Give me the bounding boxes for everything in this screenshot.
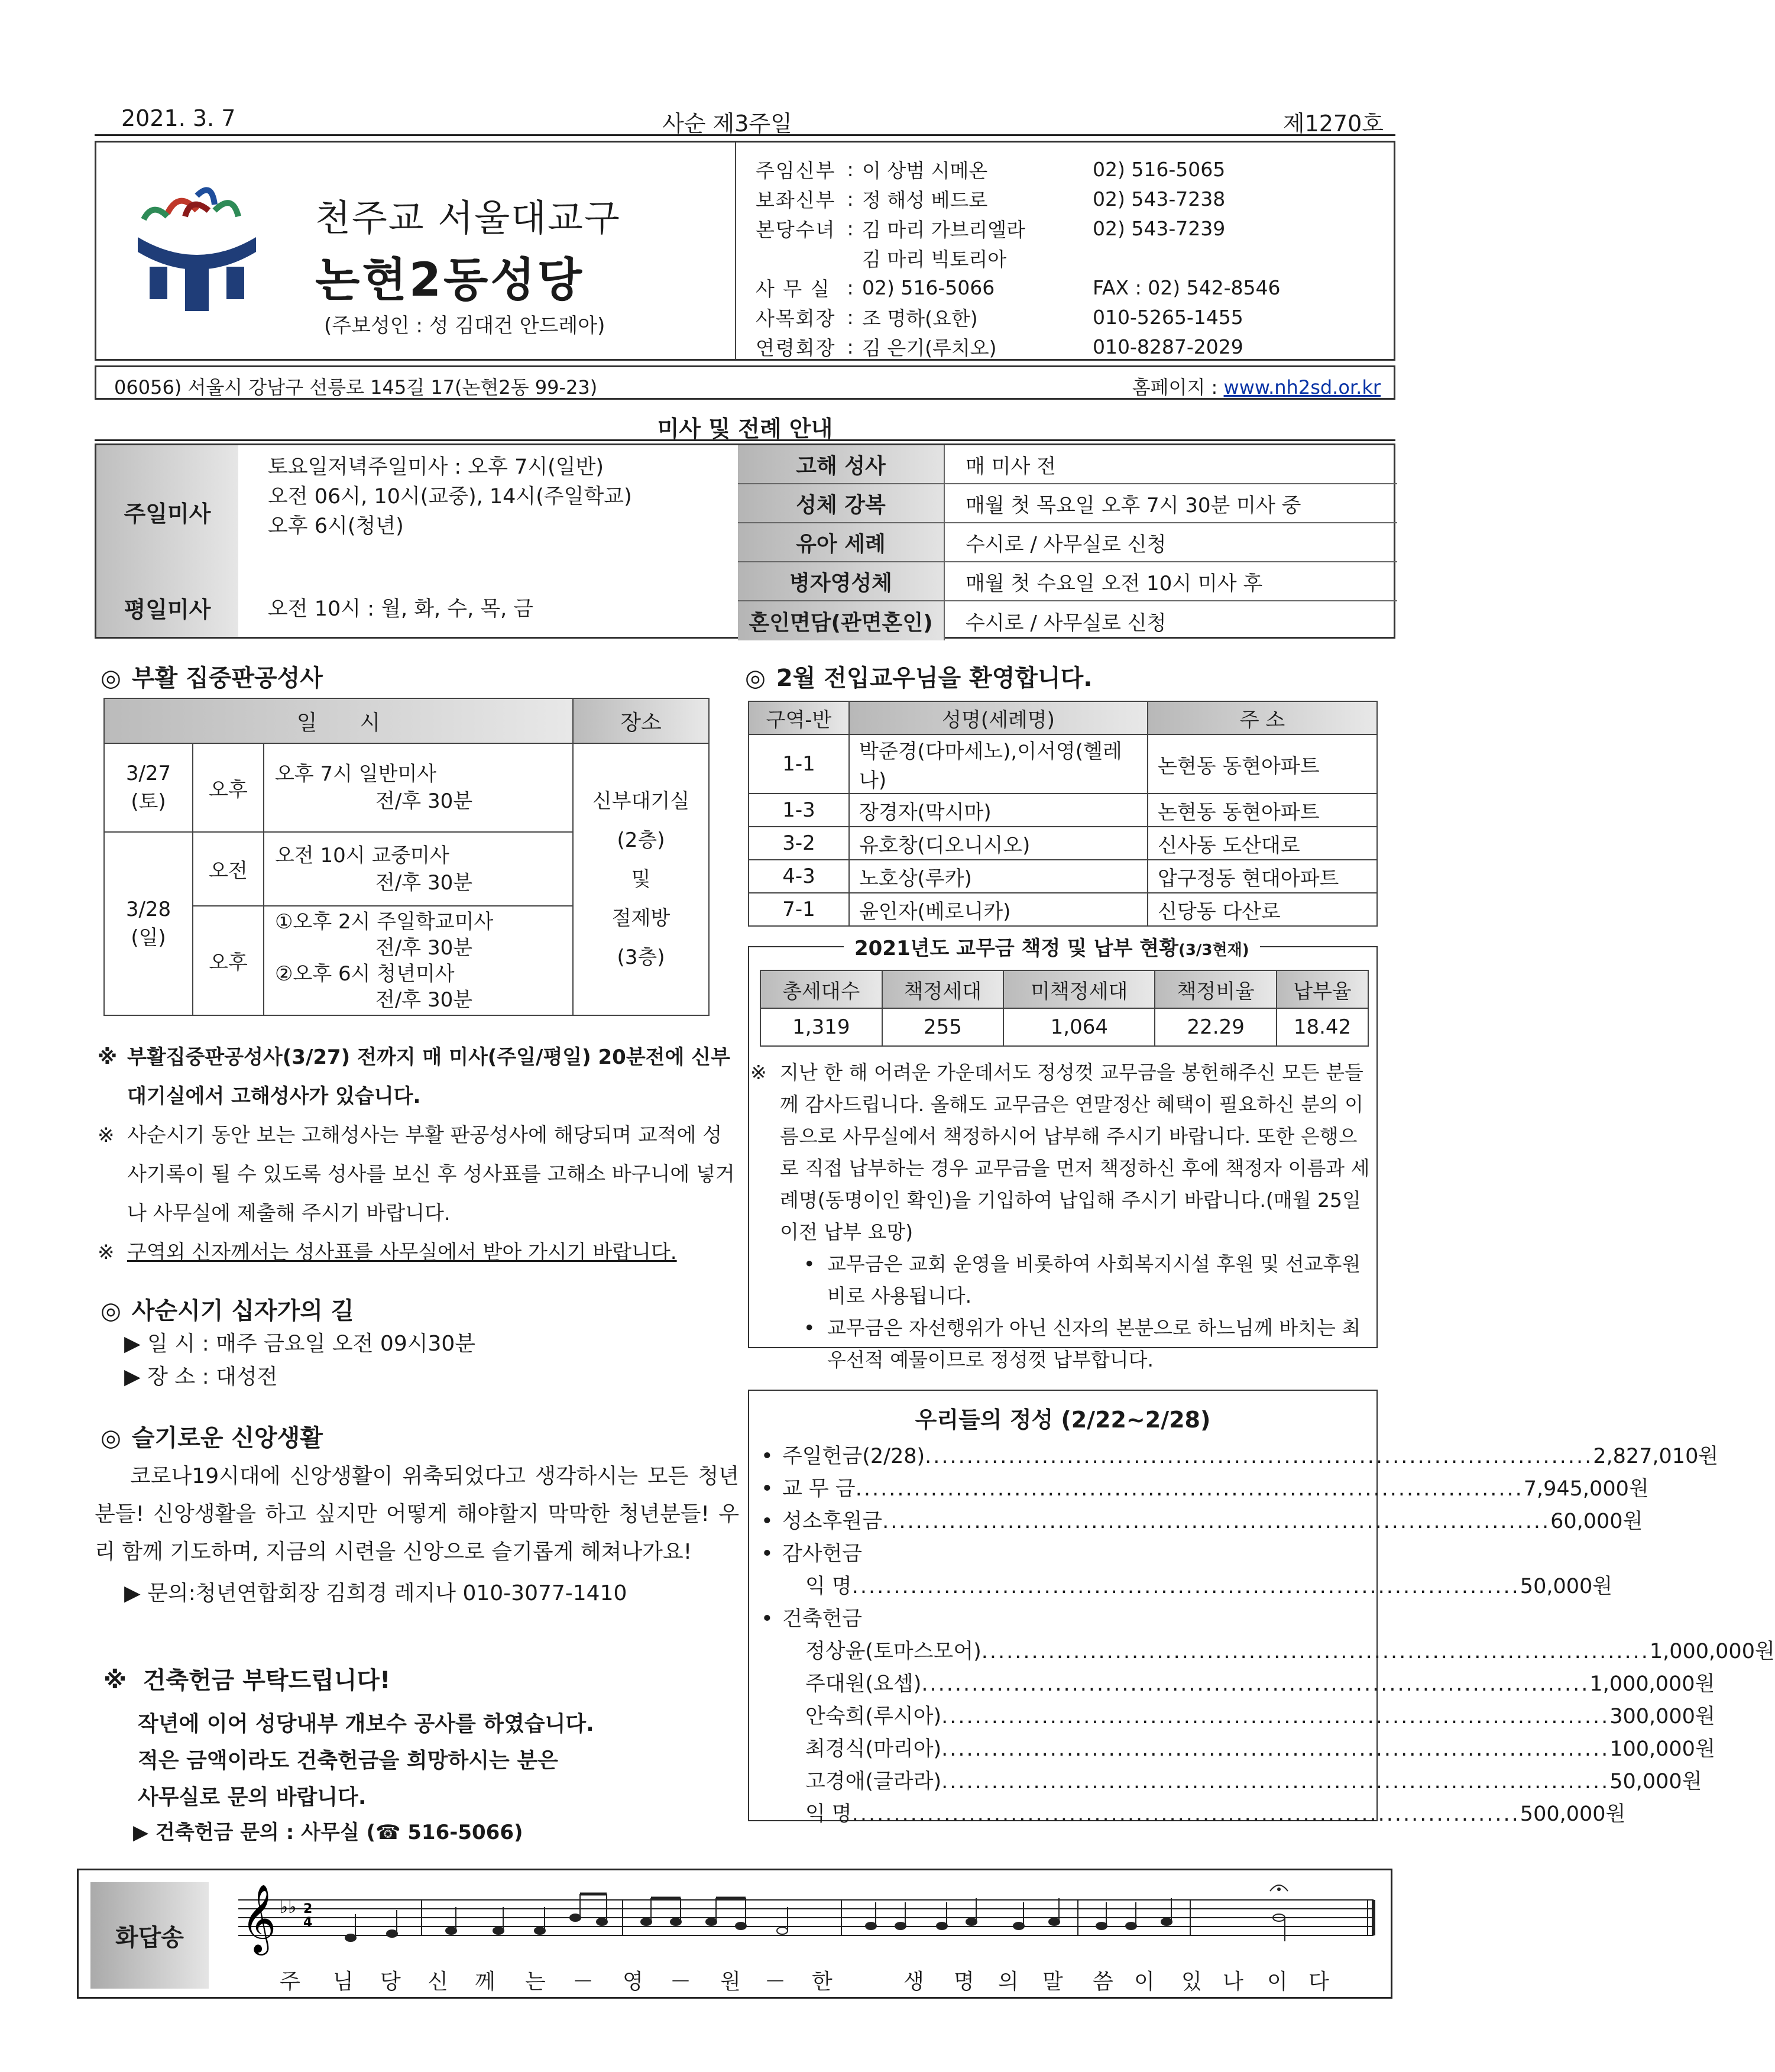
parish-name: 논현2동성당 bbox=[315, 254, 585, 307]
leader-dots: ................................................................................ bbox=[851, 1802, 1520, 1826]
period-cell: 오전 bbox=[193, 832, 264, 906]
table-header-row bbox=[749, 701, 1377, 734]
offering-row bbox=[761, 1636, 1775, 1668]
lyric-syllable: 다 bbox=[1308, 1970, 1329, 1994]
colon: : bbox=[847, 335, 854, 358]
sacrament-label: 병자영성체 bbox=[738, 562, 945, 600]
sacrament-row bbox=[738, 484, 1397, 523]
schedule-line: 오후 7시 일반미사 bbox=[275, 762, 437, 786]
liturgy-box bbox=[95, 443, 1395, 639]
place-line: 및 bbox=[631, 867, 651, 891]
liturgical-season: 사순 제3주일 bbox=[662, 111, 792, 137]
svg-text:♭♭: ♭♭ bbox=[280, 1897, 297, 1918]
address-cell: 압구정동 현대아파트 bbox=[1148, 860, 1377, 893]
name-cell: 노호상(루카) bbox=[849, 860, 1148, 893]
indent-spacer bbox=[761, 1571, 805, 1603]
col-header: 성명(세례명) bbox=[849, 701, 1148, 734]
schedule-cell bbox=[264, 743, 573, 832]
offering-label: 성소후원금 bbox=[782, 1510, 883, 1533]
schedule-line: ②오후 6시 청년미사 bbox=[275, 961, 455, 986]
bullet-icon: • bbox=[761, 1607, 773, 1631]
offering-amount: 1,000,000원 bbox=[1649, 1640, 1775, 1663]
district-cell: 7-1 bbox=[749, 893, 849, 926]
table-header-row bbox=[104, 698, 709, 743]
staff-name: 조 명하(요한) bbox=[862, 306, 978, 330]
note-mark: ※ bbox=[98, 1241, 115, 1264]
building-fund-line: 사무실로 문의 바랍니다. bbox=[138, 1785, 367, 1809]
offering-label: 익 명 bbox=[805, 1575, 852, 1598]
dues-title-text: 2021년도 교무금 책정 및 납부 현황 bbox=[854, 937, 1178, 960]
svg-text:2: 2 bbox=[303, 1902, 313, 1916]
name-cell: 윤인자(베로니카) bbox=[849, 893, 1148, 926]
sunday-mass-line: 오전 06시, 10시(교중), 14시(주일학교) bbox=[268, 485, 632, 509]
way-of-cross-heading bbox=[101, 1292, 354, 1326]
sunday-mass-line: 오후 6시(청년) bbox=[268, 514, 404, 538]
staff-list bbox=[756, 154, 1388, 361]
staff-role: 사목회장 bbox=[756, 306, 836, 330]
staff-name: 정 해성 베드로 bbox=[862, 188, 988, 212]
offering-amount: 300,000원 bbox=[1609, 1705, 1715, 1728]
lyric-syllable: 는 bbox=[525, 1970, 546, 1994]
wise-faith-text: 코로나19시대에 신앙생활이 위축되었다고 생각하시는 모든 청년분들! 신앙생활을 하고 싶지만 어떻게 해야할지 막막한 청년분들! 우리 함께 기도하며, 지금의 시련을 신앙으로 슬기롭게 헤쳐나가요! bbox=[95, 1464, 739, 1564]
sacrament-text: 매월 첫 수요일 오전 10시 미사 후 bbox=[966, 571, 1263, 595]
offering-label: 감사헌금 bbox=[782, 1542, 863, 1566]
music-staff-icon bbox=[238, 1876, 1379, 1965]
dues-bullet-text: 교무금은 교회 운영을 비롯하여 사회복지시설 후원 및 선교후원비로 사용됩니다. bbox=[827, 1252, 1361, 1307]
bullet-icon: • bbox=[761, 1445, 773, 1468]
staff-row bbox=[756, 154, 1388, 184]
dues-title bbox=[844, 932, 1260, 961]
note-mark: ※ bbox=[750, 1061, 767, 1084]
staff-row bbox=[756, 332, 1388, 361]
address-cell: 논현동 동현아파트 bbox=[1148, 734, 1377, 794]
lyric-syllable: 의 bbox=[998, 1970, 1019, 1994]
note-mark: ※ bbox=[98, 1045, 118, 1069]
offering-label: 정상윤(토마스모어) bbox=[805, 1640, 982, 1663]
address-cell: 신사동 도산대로 bbox=[1148, 827, 1377, 860]
indent-spacer bbox=[761, 1798, 805, 1831]
table-row bbox=[749, 734, 1377, 794]
sacrament-row bbox=[738, 445, 1397, 484]
note-text: 부활집중판공성사(3/27) 전까지 매 미사(주일/평일) 20분전에 신부대기실에서 고해성사가 있습니다. bbox=[127, 1045, 730, 1108]
sacrament-label: 성체 강복 bbox=[738, 484, 945, 522]
lyric-syllable: 신 bbox=[427, 1970, 448, 1994]
staff-row bbox=[756, 213, 1388, 243]
double-circle-icon: ◎ bbox=[101, 1297, 121, 1325]
note-item bbox=[98, 1233, 736, 1272]
detail-row: ▶ 일 시 : 매주 금요일 오전 09시30분 bbox=[124, 1332, 476, 1356]
table-row bbox=[749, 893, 1377, 926]
lyric-syllable: 말 bbox=[1042, 1970, 1063, 1994]
district-cell: 3-2 bbox=[749, 827, 849, 860]
note-mark: ※ bbox=[103, 1667, 127, 1694]
easter-confession-table bbox=[103, 698, 710, 1016]
schedule-line: 전/후 30분 bbox=[375, 988, 473, 1012]
note-text: 사순시기 동안 보는 고해성사는 부활 판공성사에 해당되며 교적에 성사기록이 될 수 있도록 성사를 보신 후 성사표를 고해소 바구니에 넣거나 사무실에 제출해 주시기 바랍니다. bbox=[127, 1124, 735, 1225]
staff-name: 02) 516-5066 bbox=[862, 276, 995, 299]
offering-amount: 50,000원 bbox=[1520, 1575, 1613, 1598]
indent-spacer bbox=[761, 1766, 805, 1798]
offering-row bbox=[761, 1733, 1715, 1766]
note-item bbox=[98, 1116, 736, 1233]
new-parishioners-table bbox=[748, 701, 1378, 927]
offerings-title: 우리들의 정성 (2/22~2/28) bbox=[915, 1407, 1211, 1433]
staff-role: 사 무 실 bbox=[756, 277, 831, 300]
col-header: 책정세대 bbox=[882, 970, 1004, 1008]
offering-label: 주일헌금(2/28) bbox=[782, 1445, 925, 1468]
schedule-cell bbox=[264, 906, 573, 1015]
col-header: 납부율 bbox=[1277, 970, 1368, 1008]
staff-phone: 010-5265-1455 bbox=[1093, 305, 1243, 329]
leader-dots: ................................................................................ bbox=[925, 1445, 1593, 1468]
lyric-syllable: 명 bbox=[954, 1970, 974, 1994]
offering-row bbox=[761, 1798, 1626, 1831]
svg-text:4: 4 bbox=[303, 1915, 313, 1930]
sacrament-text: 매 미사 전 bbox=[966, 454, 1056, 478]
lyric-syllable: 당 bbox=[380, 1970, 401, 1994]
assessed-households: 255 bbox=[882, 1008, 1004, 1046]
leader-dots: ................................................................................ bbox=[921, 1672, 1590, 1696]
table-row bbox=[749, 860, 1377, 893]
unassessed-households: 1,064 bbox=[1003, 1008, 1155, 1046]
sunday-mass-times bbox=[268, 452, 632, 541]
lyric-syllable: 께 bbox=[475, 1970, 495, 1994]
triangle-icon: ▶ bbox=[133, 1821, 149, 1844]
dues-note-text: 지난 한 해 어려운 가운데서도 정성껏 교무금을 봉헌해주신 모든 분들께 감사드립니다. 올해도 교무금은 연말정산 혜택이 필요하신 분의 이름으로 사무실에서 책정하시어 납부해 주시기 바랍니다. 또한 은행으로 직접 납부하는 경우 교무금을 먼저 책정하신 후에 책정자 이름과 세례명(동명이인 확인)을 기입하여 납입해 주시기 바랍니다.(매월 25일 이전 납부 요망) bbox=[780, 1061, 1370, 1244]
schedule-line: 전/후 30분 bbox=[375, 935, 473, 960]
bulletin-date: 2021. 3. 7 bbox=[121, 105, 236, 131]
leader-dots: ................................................................................ bbox=[981, 1640, 1650, 1663]
col-header: 미책정세대 bbox=[1003, 970, 1155, 1008]
date-cell: 3/28 (일) bbox=[104, 832, 193, 1015]
schedule-line: ①오후 2시 주일학교미사 bbox=[275, 909, 494, 934]
place-line: (2층) bbox=[617, 828, 665, 852]
offering-amount: 7,945,000원 bbox=[1523, 1477, 1649, 1501]
homepage bbox=[1132, 373, 1381, 400]
wise-faith-body bbox=[95, 1458, 739, 1613]
address-cell: 논현동 동현아파트 bbox=[1148, 794, 1377, 827]
col-header-datetime: 일 시 bbox=[104, 698, 573, 743]
staff-row bbox=[756, 243, 1388, 273]
leader-dots: ................................................................................ bbox=[855, 1477, 1524, 1501]
offering-label: 건축헌금 bbox=[782, 1607, 863, 1631]
district-cell: 4-3 bbox=[749, 860, 849, 893]
offering-label: 최경식(마리아) bbox=[805, 1737, 942, 1761]
bullet-icon: • bbox=[804, 1252, 815, 1275]
psalm-lyrics bbox=[79, 1965, 1394, 1995]
lyric-syllable: 님 bbox=[333, 1970, 354, 1994]
col-header: 책정비율 bbox=[1155, 970, 1277, 1008]
staff-role: 본당수녀 bbox=[756, 218, 836, 241]
district-cell: 1-1 bbox=[749, 734, 849, 794]
sacrament-row bbox=[738, 562, 1397, 601]
wise-faith-heading bbox=[101, 1419, 323, 1453]
sunday-mass-line: 토요일저녁주일미사 : 오후 7시(일반) bbox=[268, 455, 604, 479]
sacrament-label: 혼인면담(관면혼인) bbox=[738, 601, 945, 640]
leader-dots: ................................................................................ bbox=[941, 1770, 1610, 1793]
sacrament-label: 유아 세례 bbox=[738, 523, 945, 561]
indent-spacer bbox=[761, 1701, 805, 1733]
offering-amount: 100,000원 bbox=[1609, 1737, 1715, 1761]
lyric-syllable: 생 bbox=[903, 1970, 924, 1994]
heading-text: 사순시기 십자가의 길 bbox=[131, 1297, 354, 1325]
lyric-syllable: 주 bbox=[280, 1970, 300, 1994]
note-item bbox=[98, 1038, 736, 1116]
offering-label: 교 무 금 bbox=[782, 1477, 856, 1501]
heading-text: 건축헌금 부탁드립니다! bbox=[142, 1667, 391, 1694]
place-line: (3층) bbox=[617, 946, 665, 969]
offering-row bbox=[761, 1571, 1613, 1603]
lyric-syllable: － bbox=[670, 1970, 692, 1994]
detail-label: 장 소 bbox=[147, 1365, 196, 1389]
staff-name: 김 마리 가브리엘라 bbox=[862, 218, 1026, 241]
offering-label: 고경애(글라라) bbox=[805, 1770, 942, 1793]
lyric-syllable: 한 bbox=[812, 1970, 833, 1994]
period-cell: 오후 bbox=[193, 906, 264, 1015]
offering-row bbox=[761, 1603, 1364, 1636]
offering-row bbox=[761, 1440, 1719, 1473]
dues-table bbox=[760, 970, 1369, 1047]
staff-row bbox=[756, 184, 1388, 213]
parish-logo-icon bbox=[126, 178, 268, 314]
bullet-icon: • bbox=[804, 1316, 815, 1339]
building-fund-line: 작년에 이어 성당내부 개보수 공사를 하였습니다. bbox=[138, 1712, 594, 1736]
name-cell: 유호창(디오니시오) bbox=[849, 827, 1148, 860]
place-line: 신부대기실 bbox=[592, 789, 690, 813]
offerings-list bbox=[761, 1440, 1775, 1831]
double-circle-icon: ◎ bbox=[745, 665, 766, 692]
name-cell: 박준경(다마세노),이서영(헬레나) bbox=[849, 734, 1148, 794]
bullet-icon: • bbox=[761, 1542, 773, 1566]
table-row bbox=[104, 743, 709, 832]
schedule-line: 전/후 30분 bbox=[375, 870, 473, 895]
staff-role: 보좌신부 bbox=[756, 188, 836, 212]
issue-number: 제1270호 bbox=[1282, 111, 1384, 137]
leader-dots: ................................................................................ bbox=[941, 1705, 1610, 1728]
address-cell: 신당동 다산로 bbox=[1148, 893, 1377, 926]
responsorial-psalm bbox=[77, 1869, 1392, 1999]
offering-row bbox=[761, 1538, 1364, 1571]
detail-value: 매주 금요일 오전 09시30분 bbox=[216, 1332, 476, 1356]
offering-row bbox=[761, 1506, 1643, 1538]
table-row bbox=[749, 794, 1377, 827]
dues-bullet-text: 교무금은 자선행위가 아닌 신자의 본분으로 하느님께 바치는 최우선적 예물이므로 정성껏 납부합니다. bbox=[827, 1316, 1361, 1371]
building-fund-body bbox=[138, 1706, 742, 1816]
patron-saint: (주보성인 : 성 김대건 안드레아) bbox=[324, 314, 605, 338]
building-fund-contact: 건축헌금 문의 : 사무실 (☎ 516-5066) bbox=[156, 1821, 523, 1844]
dues-title-note: (3/3현재) bbox=[1178, 941, 1249, 959]
sacrament-text: 수시로 / 사무실로 신청 bbox=[966, 532, 1167, 556]
staff-name: 김 은기(루치오) bbox=[862, 336, 997, 360]
staff-role: 주임신부 bbox=[756, 158, 836, 182]
staff-phone: 02) 543-7238 bbox=[1093, 187, 1226, 211]
dues-status-box bbox=[748, 937, 1378, 1371]
offering-row bbox=[761, 1668, 1715, 1701]
lyric-syllable: 이 bbox=[1134, 1970, 1155, 1994]
date-cell: 3/27 (토) bbox=[104, 743, 193, 832]
wise-faith-contact-row bbox=[95, 1575, 739, 1613]
building-fund-heading bbox=[103, 1662, 742, 1695]
double-circle-icon: ◎ bbox=[101, 665, 121, 692]
table-header-row bbox=[760, 970, 1368, 1008]
wise-faith-contact: 문의:청년연합회장 김희경 레지나 010-3077-1410 bbox=[147, 1581, 627, 1605]
name-cell: 장경자(막시마) bbox=[849, 794, 1148, 827]
schedule-line: 오전 10시 교중미사 bbox=[275, 843, 449, 867]
col-header: 총세대수 bbox=[760, 970, 882, 1008]
homepage-label: 홈페이지 : bbox=[1132, 376, 1218, 399]
schedule-line: 전/후 30분 bbox=[375, 789, 473, 813]
lyric-syllable: 씀 bbox=[1093, 1970, 1113, 1994]
staff-phone: 010-8287-2029 bbox=[1093, 335, 1243, 358]
offering-amount: 60,000원 bbox=[1550, 1510, 1643, 1533]
colon: : bbox=[847, 305, 854, 329]
dues-note bbox=[750, 1057, 1371, 1248]
indent-spacer bbox=[761, 1733, 805, 1766]
building-fund-notice bbox=[103, 1662, 742, 1845]
triangle-icon: ▶ bbox=[124, 1581, 141, 1605]
double-circle-icon: ◎ bbox=[101, 1424, 121, 1452]
sacrament-text: 수시로 / 사무실로 신청 bbox=[966, 611, 1167, 635]
staff-name: 김 마리 빅토리아 bbox=[862, 247, 1007, 271]
easter-confession-heading bbox=[101, 659, 323, 693]
total-households: 1,319 bbox=[760, 1008, 882, 1046]
offering-label: 안숙희(루시아) bbox=[805, 1705, 942, 1728]
lyric-syllable: 원 bbox=[720, 1970, 741, 1994]
detail-row: ▶ 장 소 : 대성전 bbox=[124, 1365, 278, 1389]
table-row bbox=[760, 1008, 1368, 1046]
lyric-syllable: 나 bbox=[1223, 1970, 1243, 1994]
psalm-label: 화답송 bbox=[90, 1882, 209, 1989]
heading-text: 슬기로운 신앙생활 bbox=[131, 1424, 323, 1452]
district-cell: 1-3 bbox=[749, 794, 849, 827]
sunday-mass-label: 주일미사 bbox=[96, 445, 238, 578]
leader-dots: ................................................................................ bbox=[851, 1575, 1520, 1598]
heading-text: 2월 전입교우님을 환영합니다. bbox=[776, 665, 1093, 692]
leader-dots: ................................................................................ bbox=[882, 1510, 1551, 1533]
offering-label: 익 명 bbox=[805, 1802, 852, 1826]
leader-dots: ................................................................................ bbox=[941, 1737, 1610, 1761]
col-header: 주 소 bbox=[1148, 701, 1377, 734]
detail-label: 일 시 bbox=[147, 1332, 196, 1356]
offering-amount: 1,000,000원 bbox=[1589, 1672, 1715, 1696]
sacrament-row bbox=[738, 601, 1397, 640]
parish-address: 06056) 서울시 강남구 선릉로 145길 17(논현2동 99-23) bbox=[114, 376, 598, 399]
staff-row bbox=[756, 273, 1388, 302]
building-fund-line: 적은 금액이라도 건축헌금을 희망하시는 분은 bbox=[138, 1749, 558, 1773]
staff-name: 이 상범 시메온 bbox=[862, 158, 988, 182]
dues-bullet bbox=[750, 1312, 1371, 1376]
sacrament-text: 매월 첫 목요일 오후 7시 30분 미사 중 bbox=[966, 493, 1301, 517]
staff-row bbox=[756, 302, 1388, 332]
offering-row bbox=[761, 1473, 1649, 1506]
colon: : bbox=[847, 276, 854, 299]
liturgy-section-title: 미사 및 전례 안내 bbox=[95, 408, 1395, 441]
heading-text: 부활 집중판공성사 bbox=[131, 665, 323, 692]
archdiocese-name: 천주교 서울대교구 bbox=[315, 196, 621, 239]
dues-notes bbox=[750, 1057, 1371, 1376]
offering-amount: 500,000원 bbox=[1520, 1802, 1626, 1826]
staff-phone: 02) 543-7239 bbox=[1093, 216, 1226, 240]
payment-rate: 18.42 bbox=[1277, 1008, 1368, 1046]
offering-amount: 2,827,010원 bbox=[1593, 1445, 1719, 1468]
bulletin-topline bbox=[95, 101, 1395, 136]
colon: : bbox=[847, 216, 854, 240]
parish-header bbox=[95, 141, 1395, 361]
way-of-cross-details bbox=[124, 1328, 475, 1394]
note-text: 구역외 신자께서는 성사표를 사무실에서 받아 가시기 바랍니다. bbox=[127, 1241, 677, 1264]
building-fund-contact-row bbox=[133, 1816, 742, 1845]
place-line: 절제방 bbox=[611, 906, 671, 930]
staff-phone: 02) 516-5065 bbox=[1093, 157, 1226, 181]
indent-spacer bbox=[761, 1636, 805, 1668]
sacrament-label: 고해 성사 bbox=[738, 445, 945, 483]
indent-spacer bbox=[761, 1668, 805, 1701]
lyric-syllable: － bbox=[572, 1970, 594, 1994]
offering-row bbox=[761, 1701, 1715, 1733]
triangle-icon: ▶ bbox=[124, 1365, 141, 1389]
offering-label: 주대원(요셉) bbox=[805, 1672, 922, 1696]
header-divider bbox=[735, 143, 736, 359]
offering-amount: 50,000원 bbox=[1609, 1770, 1702, 1793]
note-mark: ※ bbox=[98, 1124, 115, 1147]
triangle-icon: ▶ bbox=[124, 1332, 141, 1356]
assessment-rate: 22.29 bbox=[1155, 1008, 1277, 1046]
offering-row bbox=[761, 1766, 1702, 1798]
lyric-syllable: 이 bbox=[1267, 1970, 1288, 1994]
col-header: 구역-반 bbox=[749, 701, 849, 734]
dues-bullet bbox=[750, 1248, 1371, 1312]
lyric-syllable: 영 bbox=[623, 1970, 643, 1994]
lyric-syllable: － bbox=[765, 1970, 786, 1994]
table-row bbox=[749, 827, 1377, 860]
bullet-icon: • bbox=[761, 1477, 773, 1501]
colon: : bbox=[847, 187, 854, 211]
homepage-link[interactable]: www.nh2sd.or.kr bbox=[1223, 376, 1381, 399]
staff-role: 연령회장 bbox=[756, 336, 836, 360]
sacraments-list bbox=[738, 445, 1397, 637]
colon: : bbox=[847, 157, 854, 181]
weekday-mass-times: 오전 10시 : 월, 화, 수, 목, 금 bbox=[268, 597, 534, 621]
period-cell: 오후 bbox=[193, 743, 264, 832]
col-header-place: 장소 bbox=[573, 698, 709, 743]
confession-notes bbox=[98, 1038, 736, 1272]
place-cell bbox=[573, 743, 709, 1015]
sacrament-row bbox=[738, 523, 1397, 562]
schedule-cell bbox=[264, 832, 573, 906]
staff-phone: FAX : 02) 542-8546 bbox=[1093, 276, 1281, 299]
svg-text:𝄞: 𝄞 bbox=[241, 1883, 277, 1953]
weekday-mass-label: 평일미사 bbox=[96, 578, 238, 637]
detail-value: 대성전 bbox=[216, 1365, 278, 1389]
lyric-syllable: 있 bbox=[1181, 1970, 1202, 1994]
welcome-heading bbox=[745, 659, 1092, 693]
bullet-icon: • bbox=[761, 1510, 773, 1533]
address-bar bbox=[95, 365, 1395, 400]
offerings-box bbox=[748, 1390, 1775, 1826]
